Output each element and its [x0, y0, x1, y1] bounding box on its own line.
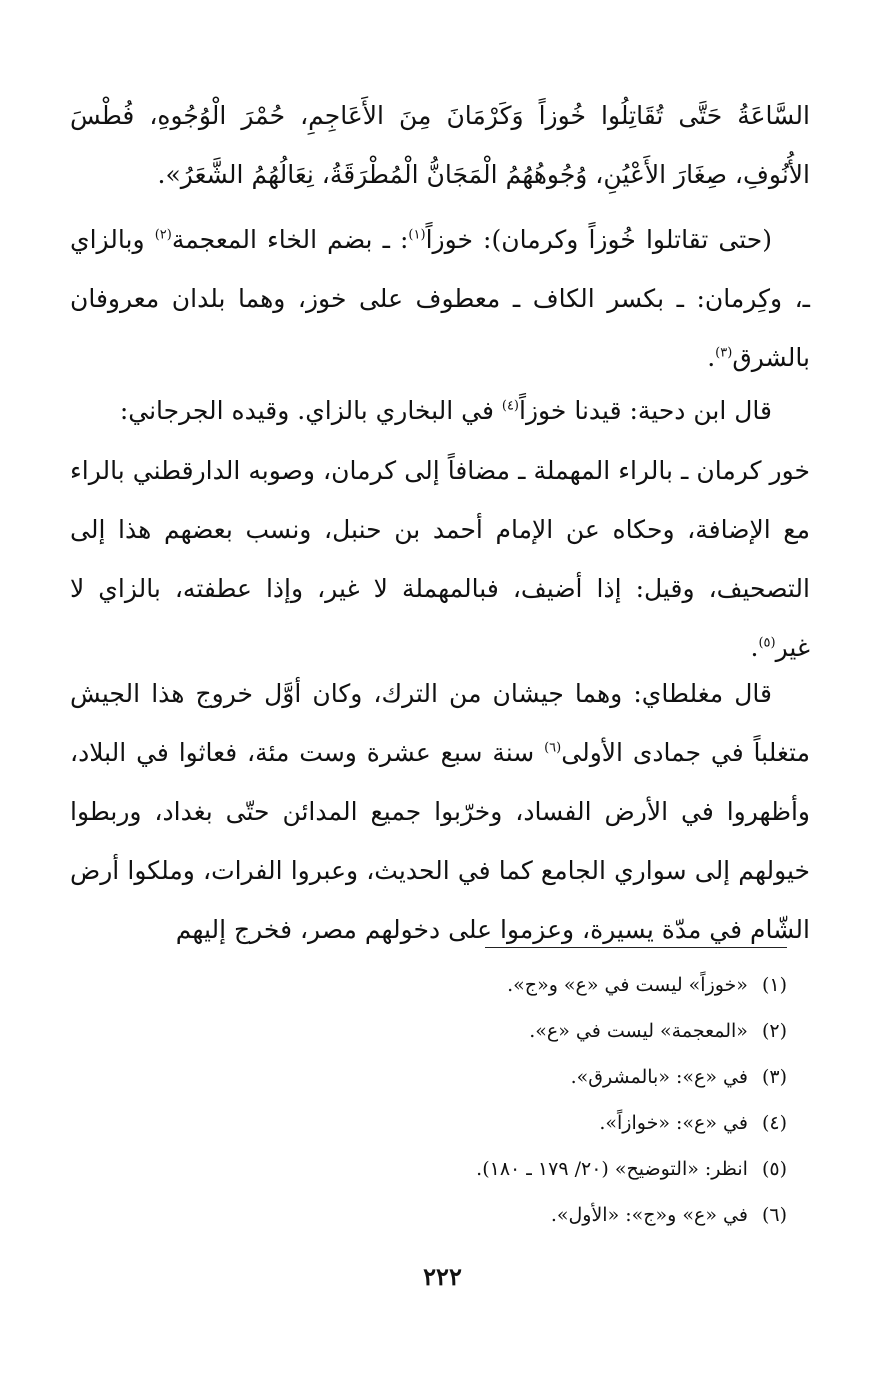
text-span: : ـ بضم الخاء المعجمة [171, 225, 409, 254]
commentary-paragraph-khur-kirman [70, 441, 810, 677]
footnote-item [70, 1192, 787, 1238]
footnote-marker: (١) [408, 227, 426, 243]
text-span: قال مغلطاي: وهما جيشان من الترك، وكان أوَّل خروج هذا الجيش متغلباً في جمادى الأولى [70, 679, 810, 767]
footnote-number: (٢) [761, 1020, 787, 1042]
footnote-text: «المعجمة» ليست في «ع». [529, 1020, 748, 1042]
footnote-marker: (٦) [544, 740, 562, 756]
footnote-marker: (٥) [758, 635, 776, 651]
footnote-text: انظر: «التوضيح» (٢٠/ ١٧٩ ـ ١٨٠). [476, 1158, 748, 1180]
paragraph-text [70, 210, 810, 387]
commentary-paragraph-khuz [70, 210, 810, 387]
footnote-text: في «ع»: «خوازاً». [599, 1112, 748, 1134]
footnote-number: (١) [761, 974, 787, 996]
footnote-item [70, 1146, 787, 1192]
footnote-number: (٥) [761, 1158, 787, 1180]
footnote-item [70, 1008, 787, 1054]
text-span: (حتى تقاتلوا خُوزاً وكرمان): خوزاً [425, 225, 772, 254]
page-number: ٢٢٢ [423, 1262, 462, 1291]
footnote-text: «خوزاً» ليست في «ع» و«ج». [507, 974, 748, 996]
footnote-item [70, 1100, 787, 1146]
text-span: . [707, 343, 716, 372]
paragraph-text [70, 441, 810, 677]
text-span: في البخاري بالزاي. وقيده الجرجاني: [119, 396, 502, 425]
commentary-paragraph-ibn-dihya [70, 381, 810, 440]
footnote-marker: (٣) [715, 345, 733, 361]
footnote-item [70, 1054, 787, 1100]
footnote-item [70, 962, 787, 1008]
commentary-paragraph-mughaltay [70, 664, 810, 959]
paragraph-text: السَّاعَةُ حَتَّى تُقَاتِلُوا خُوزاً وَكَرْمَانَ مِنَ الأَعَاجِمِ، حُمْرَ الْوُجُوهِ، فُطْسَ الأُنُوفِ، صِغَارَ الأَعْيُنِ، وُجُوهُهُمُ الْمَجَانُّ الْمُطْرَقَةُ، نِعَالُهُمُ الشَّعَرُ». [70, 101, 810, 189]
footnote-number: (٤) [761, 1112, 787, 1134]
text-span: . [750, 633, 759, 662]
footnote-number: (٣) [761, 1066, 787, 1088]
footnote-number: (٦) [761, 1204, 787, 1226]
text-span: سنة سبع عشرة وست مئة، فعاثوا في البلاد، وأظهروا في الأرض الفساد، وخرّبوا جميع المدائن حتّى بغداد، وربطوا خيولهم إلى سواري الجامع كما في الحديث، وعبروا الفرات، وملكوا أرض الشّام في مدّة يسيرة، وعزموا على دخولهم مصر، فخرج إليهم [70, 738, 810, 944]
hadith-text-paragraph [70, 86, 810, 204]
paragraph-text [70, 664, 810, 959]
text-span: خور كرمان ـ بالراء المهملة ـ مضافاً إلى كرمان، وصوبه الدارقطني بالراء مع الإضافة، وحكاه عن الإمام أحمد بن حنبل، ونسب بعضهم هذا إلى التصحيف، وقيل: إذا أضيف، فبالمهملة لا غير، وإذا عطفته، بالزاي لا غير [70, 456, 810, 662]
footnotes-list [70, 962, 787, 1238]
text-span: قال ابن دحية: قيدنا خوزاً [519, 396, 772, 425]
footnote-marker: (٤) [501, 398, 519, 414]
footnote-text: في «ع»: «بالمشرق». [570, 1066, 748, 1088]
footnote-marker: (٢) [154, 227, 172, 243]
footnote-text: في «ع» و«ج»: «الأول». [550, 1204, 748, 1226]
footnote-divider [485, 947, 787, 948]
paragraph-text [70, 381, 810, 440]
text-span: وبالزاي ـ، وكِرمان: ـ بكسر الكاف ـ معطوف على خوز، وهما بلدان معروفان بالشرق [70, 225, 810, 372]
